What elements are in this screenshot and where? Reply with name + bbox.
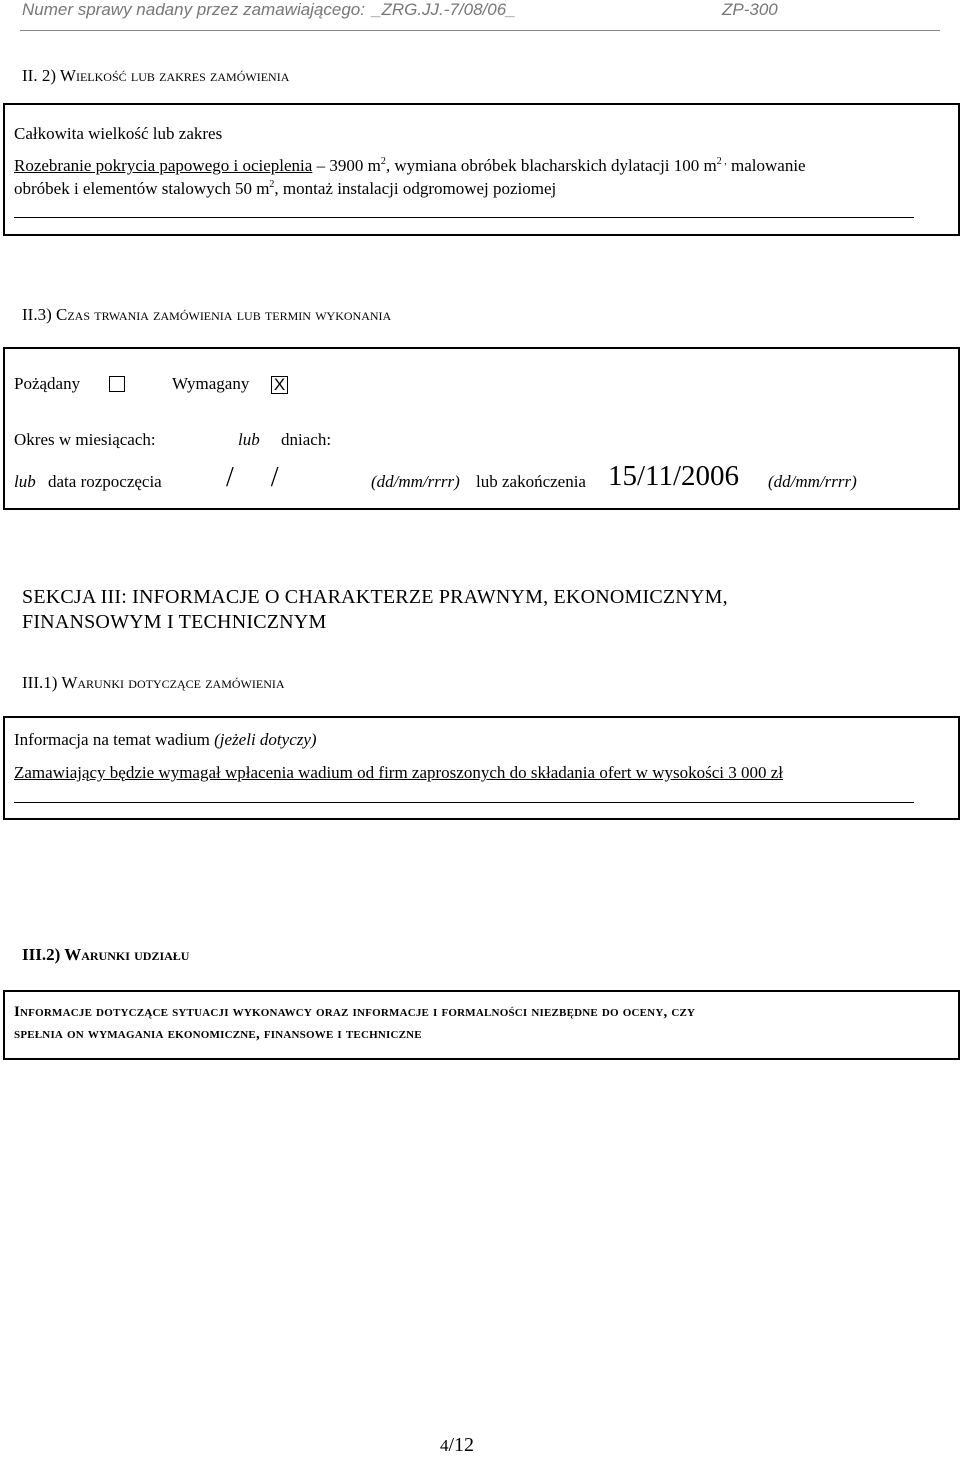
section-heading-iii-2: III.2) Warunki udziału (22, 945, 190, 964)
wymagany-label: Wymagany (172, 374, 250, 393)
section-iii-title-line1: SEKCJA III: INFORMACJE O CHARAKTERZE PRAWNYM, EKONOMICZNYM, (22, 586, 728, 608)
start-date-value: / / (226, 462, 279, 493)
scope-text-line1: Rozebranie pokrycia papowego i ocieplenia – 3900 $m^2$, wymiana obróbek blacharskich dylatacji 100 $m^{2 ,}$ malowanie (14, 156, 806, 175)
wadium-text: Zamawiający będzie wymagał wpłacenia wadium od firm zaproszonych do składania ofert w wysokości 3 000 zł (14, 763, 783, 782)
end-date-value: 15/11/2006 (608, 460, 740, 492)
okres-label: Okres w miesiącach: (14, 430, 156, 449)
pozadany-label: Pożądany (14, 374, 81, 393)
section-iii-title-line2: FINANSOWYM I TECHNICZNYM (22, 611, 327, 633)
conditions-box (3, 990, 960, 1060)
section-heading-iii-1: III.1) Warunki dotyczące zamówienia (22, 673, 285, 692)
dniach-label: dniach: (281, 430, 332, 449)
scope-text-line2: obróbek i elementów stalowych 50 $m^2$, montaż instalacji odgromowej poziomej (14, 179, 557, 198)
end-date-label: lub zakończenia (476, 472, 586, 491)
conditions-text-line1: Informacje dotyczące sytuacji wykonawcy oraz informacje i formalności niezbędne do oceny, czy (14, 1004, 696, 1020)
date-format-1: (dd/mm/rrrr) (371, 472, 460, 491)
wymagany-checkbox[interactable]: X (271, 376, 288, 394)
lub-2: lub (14, 472, 36, 491)
form-code: ZP-300 (722, 0, 778, 19)
case-number: _ZRG.JJ.-7/08/06_ (372, 0, 516, 19)
scope-underline (14, 217, 914, 218)
scope-title: Całkowita wielkość lub zakres (14, 124, 223, 143)
section-heading-ii-3: II.3) Czas trwania zamówienia lub termin wykonania (22, 305, 392, 324)
start-date-label: data rozpoczęcia (48, 472, 162, 491)
wadium-underline (14, 802, 914, 803)
case-number-label: Numer sprawy nadany przez zamawiającego: (22, 0, 365, 19)
conditions-text-line2: spełnia on wymagania ekonomiczne, finansowe i techniczne (14, 1026, 422, 1042)
lub-1: lub (238, 430, 260, 449)
date-format-2: (dd/mm/rrrr) (768, 472, 857, 491)
page-number: 4/12 (440, 1434, 475, 1456)
section-heading-ii-2: II. 2) Wielkość lub zakres zamówienia (22, 66, 290, 85)
wadium-title: Informacja na temat wadium (jeżeli dotyczy) (14, 730, 317, 749)
header-divider (20, 30, 940, 31)
pozadany-checkbox[interactable] (109, 376, 125, 392)
